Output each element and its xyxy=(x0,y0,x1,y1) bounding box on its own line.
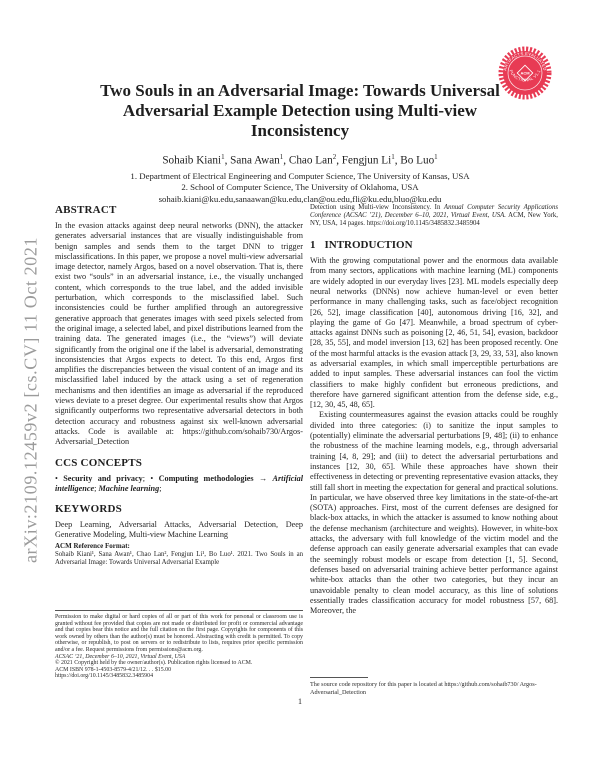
doi-link[interactable]: https://doi.org/10.1145/3485832.3485904 xyxy=(55,673,154,680)
author-affil-mark: 1 xyxy=(221,153,225,161)
ccs-bullet: • xyxy=(55,473,64,483)
ccs-concepts-text xyxy=(55,474,303,495)
two-column-body xyxy=(55,204,558,696)
acm-reference-text: Sohaib Kiani¹, Sana Awan¹, Chao Lan², Fengjun Li¹, Bo Luo¹. 2021. Two Souls in an Adversarial Image: Towards Universal Adversarial Example xyxy=(55,551,303,566)
badge-center-text: ACM xyxy=(520,70,530,76)
keywords-heading: KEYWORDS xyxy=(55,503,122,516)
acm-artifacts-evaluated-badge xyxy=(494,42,556,104)
permission-text: Permission to make digital or hard copies of all or part of this work for personal or classroom use is granted without fee provided that copies are not made or distributed for profit or commercial advantage and that copies bear this notice and the full citation on the first page. Copyrights for components of this work owned by others than the author(s) must be honored. Abstracting with credit is permitted. To copy otherwise, or republish, to post on servers or to redistribute to lists, requires prior specific permission and/or a fee. Request permissions from permissions@acm.org. xyxy=(55,614,303,654)
abstract-text: In the evasion attacks against deep neural networks (DNN), the attacker generates adversarial instances that are visually indistinguishable from benign samples and sends them to the target DNN to trigger misclassifications. In this paper, we propose a novel multi-view adversarial image detector, namely Argos, based on a novel observation. That is, there exist two “souls” in an adversarial instance, i.e., the visually unchanged content, which corresponds to the true label, and the added invisible perturbation, which corresponds to the misclassified label. Such inconsistencies could be further amplified through an autoregressive generative approach that generates images with seed pixels selected from the original image, a selected label, and pixel distributions learned from the training data. The generated images (i.e., the “views”) will deviate significantly from the original one if the label is adversarial, demonstrating inconsistencies that Argos expects to detect. To this end, Argos first amplifies the discrepancies between the visual content of an image and its misclassified label induced by the attack using a set of regeneration mechanisms and then identifies an image as adversarial if the reproduced views deviate to a preset degree. Our experimental results show that Argos significantly outperforms two representative adversarial detectors in both detection accuracy and robustness against six well-known adversarial attacks. Code is available at: https://github.com/sohaib730/Argos-Adversarial_Detection xyxy=(55,221,303,447)
page-number: 1 xyxy=(298,697,302,706)
ccs-heading: CCS CONCEPTS xyxy=(55,456,143,469)
author-affil-mark: 1 xyxy=(391,153,395,161)
author-emails[interactable]: sohaib.kiani@ku.edu,sanaawan@ku.edu,clan@ou.edu,fli@ku.edu,bluo@ku.edu xyxy=(158,193,442,204)
author-separator: , xyxy=(336,154,342,167)
intro-paragraph-1: With the growing computational power and the enormous data available from many sectors, applications with machine learning (ML) components are widely adopted in our everyday lives [23]. ML models especially deep neural networks (DNNs) now achieve human-level or even better performance in many challenging tasks, such as face/object recognition [26, 52], image classification [40], autonomous driving [16, 32], and playing the game of Go [47]. Meanwhile, a broad spectrum of cyber-attacks against DNNs such as poisoning [2, 46, 51, 54], evasion, backdoor [28, 35, 55], and model inversion [13, 62] has been proposed recently. One of the most harmful attacks is the evasion attack [3, 29, 33, 53], also known as adversarial examples, in which small imperceptible perturbations are added to input samples. These adversarial instances can fool the victim classifiers to make highly confident but erroneous predictions, and therefore have garnered significant attention from the defense side, e.g., [12, 30, 45, 48, 65]. xyxy=(310,256,558,410)
affiliation-2: 2. School of Computer Science, The University of Oklahoma, USA xyxy=(181,181,419,192)
ccs-item: Computing methodologies xyxy=(158,473,254,483)
copyright-line: © 2021 Copyright held by the owner/author(s). Publication rights licensed to ACM. xyxy=(55,660,253,667)
introduction-heading xyxy=(310,240,558,250)
ccs-separator: ; xyxy=(159,483,162,493)
footnote-rule xyxy=(310,677,368,678)
ref-plain: ACM, New York, NY, USA, 14 pages. https://doi.org/10.1145/3485832.3485904 xyxy=(310,211,558,227)
ccs-separator: ; xyxy=(94,483,99,493)
right-column xyxy=(310,204,558,696)
paper-title: Two Souls in an Adversarial Image: Towards Universal Adversarial Example Detection using Multi-view Inconsistency xyxy=(100,81,500,140)
ccs-arrow: → xyxy=(253,473,273,483)
author-affil-mark: 1 xyxy=(434,153,438,161)
left-column xyxy=(55,204,303,696)
acm-reference-format-heading: ACM Reference Format: xyxy=(55,541,130,550)
ccs-item: Machine learning xyxy=(98,483,160,493)
arxiv-watermark: arXiv:2109.12459v2 [cs.CV] 11 Oct 2021 xyxy=(20,236,41,564)
badge-top-text: ARTIFACTS EVALUATED xyxy=(502,50,548,72)
keywords-text: Deep Learning, Adversarial Attacks, Adversarial Detection, Deep Generative Modeling, Multi-view Machine Learning xyxy=(55,520,303,540)
ccs-item: Artificial intelligence xyxy=(55,473,303,493)
author-separator: , xyxy=(283,154,289,167)
badge-seal-icon xyxy=(494,42,556,104)
intro-paragraph-2: Existing countermeasures against the evasion attacks could be roughly divided into three categories: (i) to sanitize the input samples to (potentially) eliminate the adversarial perturbations [9, 48]; (ii) to enhance the robustness of the machine learning models, e.g., through adversarial training [4, 8, 29]; and (iii) to detect the adversarial perturbations and instances [12, 30, 65]. While these approaches have shown their effectiveness in detecting or preventing representative evasion attacks, they still fall short in meeting the expectation for general and practical solutions. In particular, we have observed three key limitations in the state-of-the-art (SOTA) approaches. First, most of the current defenses are designed for black-box attacks, in which the attacker is assumed to know nothing about the defense mechanism (architecture and weights). However, in white-box attacks, the adversary with full knowledge of the victim model and the defense approach can easily generate adversarial examples that can evade the seemingly robust models or escape from detection [1, 5]. Second, defenses based on adversarial training achieve better performance against white-box attacks than the other two categories, but they incur an unavoidable penalty to clean model accuracy, as this line of solutions essentially trades classification accuracy for model robustness [57, 68]. Moreover, the xyxy=(310,410,558,616)
venue-line: ACSAC ’21, December 6–10, 2021, Virtual Event, USA xyxy=(55,653,186,660)
acm-reference-continuation xyxy=(310,204,558,228)
source-code-footnote xyxy=(310,677,558,696)
author: Bo Luo xyxy=(400,154,435,167)
ccs-separator: ; • xyxy=(142,473,159,483)
ref-venue-italic: Annual Computer Security Applications Conference (ACSAC ’21), December 6–10, 2021, Virtual Event, USA. xyxy=(310,204,558,219)
footnote-text[interactable]: The source code repository for this paper is located at https://github.com/sohaib730/ Argos-Adversarial_Detection xyxy=(310,681,537,696)
permission-block xyxy=(55,610,303,680)
author-affil-mark: 2 xyxy=(332,153,337,161)
section-title: INTRODUCTION xyxy=(324,238,413,251)
badge-bottom-text: FUNCTIONAL V1.1 xyxy=(508,68,542,83)
author: Fengjun Li xyxy=(341,154,392,167)
author-separator: , xyxy=(394,154,401,167)
author-affil-mark: 1 xyxy=(279,153,284,161)
abstract-heading: ABSTRACT xyxy=(55,204,117,216)
author: Sana Awan xyxy=(230,154,280,167)
author-line xyxy=(0,153,600,167)
author: Chao Lan xyxy=(288,154,333,167)
affiliation-1: 1. Department of Electrical Engineering and Computer Science, The University of Kansas, USA xyxy=(130,170,470,181)
author-separator: , xyxy=(224,154,231,167)
isbn-line: ACM ISBN 978-1-4503-8579-4/21/12. . . $15.00 xyxy=(55,666,172,673)
author: Sohaib Kiani xyxy=(162,154,222,167)
ref-plain: Detection using Multi-view Inconsistency. In xyxy=(310,204,444,211)
ccs-item: Security and privacy xyxy=(63,473,143,483)
section-number: 1 xyxy=(310,238,316,251)
